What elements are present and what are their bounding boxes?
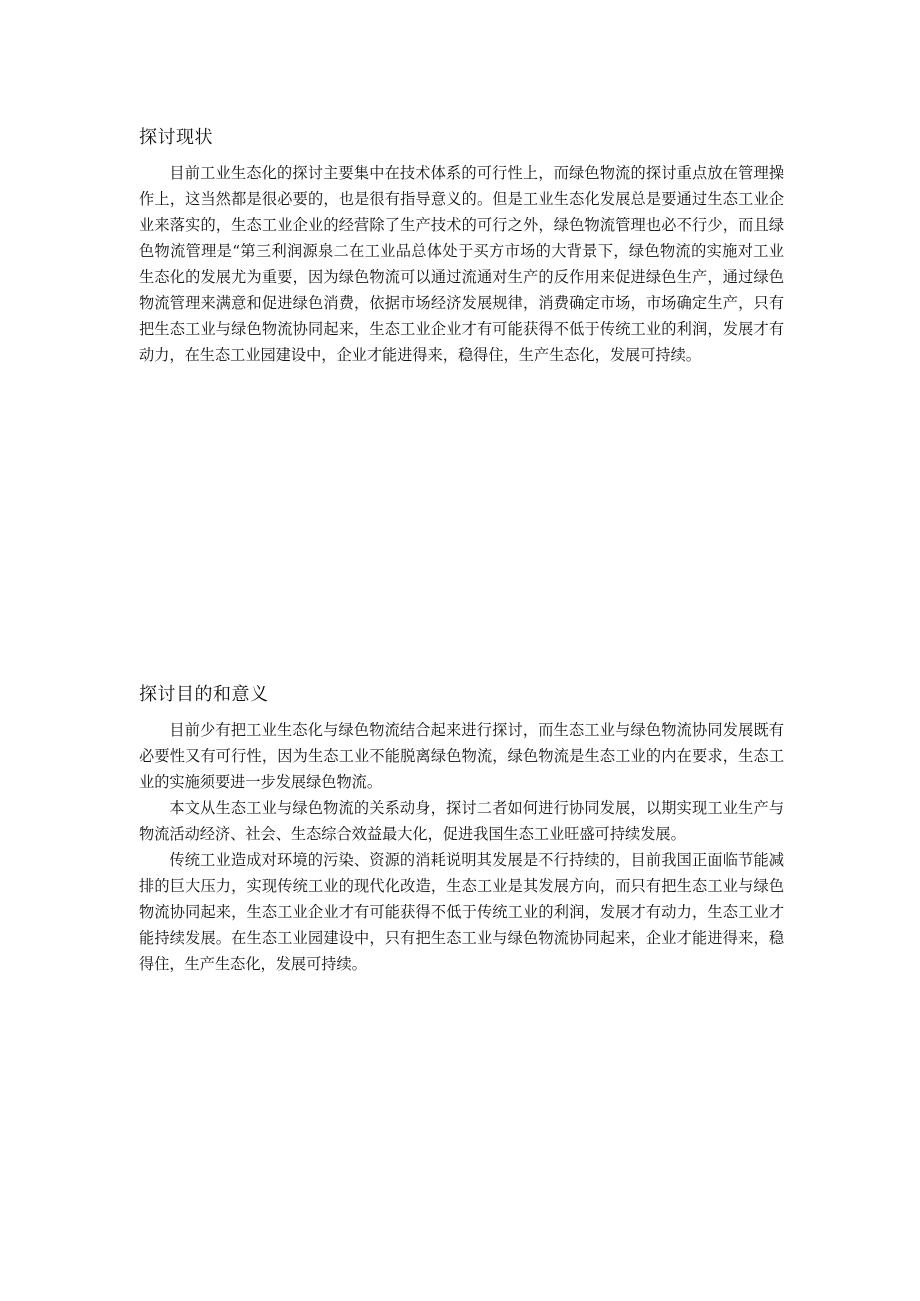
paragraph: 本文从生态工业与绿色物流的关系动身，探讨二者如何进行协同发展，以期实现工业生产与物流活动经济、社会、生态综合效益最大化，促进我国生态工业旺盛可持续发展。 bbox=[139, 799, 784, 843]
section-research-purpose bbox=[139, 681, 784, 977]
section-heading: 探讨现状 bbox=[139, 127, 213, 148]
paragraph: 目前少有把工业生态化与绿色物流结合起来进行探讨，而生态工业与绿色物流协同发展既有必要性又有可行性，因为生态工业不能脱离绿色物流，绿色物流是生态工业的内在要求，生态工业的实施须要进一步发展绿色物流。 bbox=[139, 721, 784, 791]
section-heading: 探讨目的和意义 bbox=[139, 684, 269, 705]
paragraph: 目前工业生态化的探讨主要集中在技术体系的可行性上，而绿色物流的探讨重点放在管理操作上，这当然都是很必要的，也是很有指导意义的。但是工业生态化发展总是要通过生态工业企业来落实的，生态工业企业的经营除了生产技术的可行之外，绿色物流管理也必不行少，而且绿色物流管理是“第三利润源泉二在工业品总体处于买方市场的大背景下，绿色物流的实施对工业生态化的发展尤为重要，因为绿色物流可以通过流通对生产的反作用来促进绿色生产，通过绿色物流管理来满意和促进绿色消费，依据市场经济发展规律，消费确定市场，市场确定生产，只有把生态工业与绿色物流协同起来，生态工业企业才有可能获得不低于传统工业的利润，发展才有动力，在生态工业园建设中，企业才能进得来，稳得住，生产生态化，发展可持续。 bbox=[139, 164, 784, 364]
paragraph: 传统工业造成对环境的污染、资源的消耗说明其发展是不行持续的，目前我国正面临节能减排的巨大压力，实现传统工业的现代化改造，生态工业是其发展方向，而只有把生态工业与绿色物流协同起来，生态工业企业才有可能获得不低于传统工业的利润，发展才有动力，生态工业才能持续发展。在生态工业园建设中，只有把生态工业与绿色物流协同起来，企业才能进得来，稳得住，生产生态化，发展可持续。 bbox=[139, 851, 784, 973]
section-research-status bbox=[139, 124, 784, 368]
